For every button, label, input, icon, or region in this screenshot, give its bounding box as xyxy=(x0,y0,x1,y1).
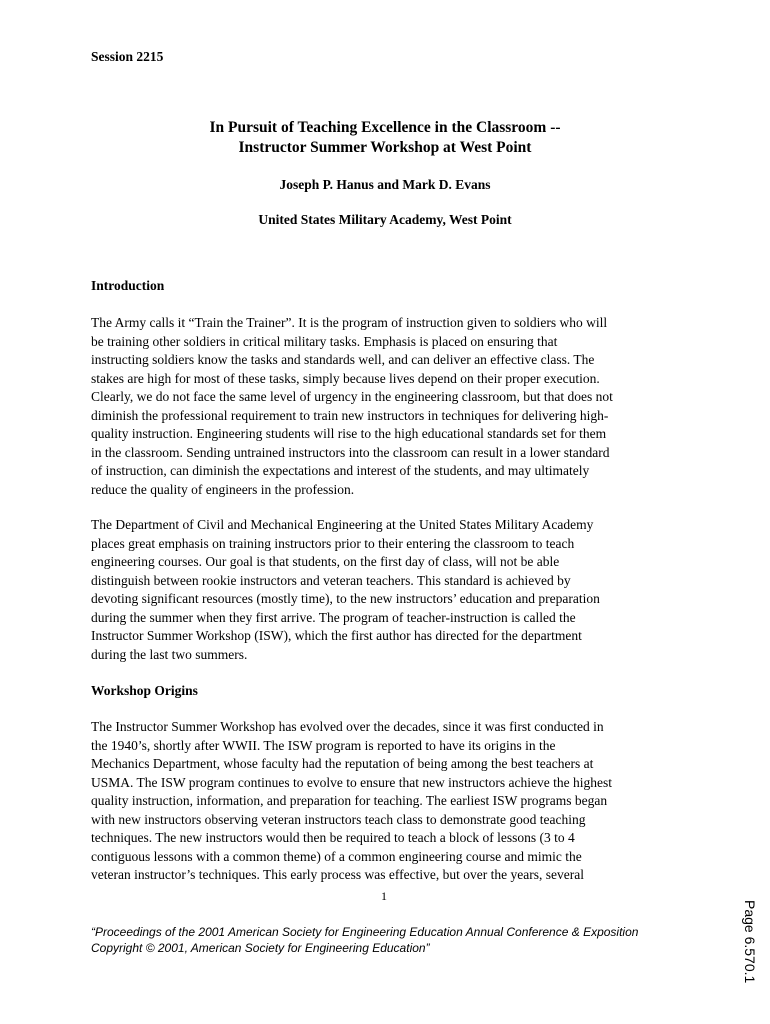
title-block xyxy=(91,118,679,229)
text-line: the 1940’s, shortly after WWII. The ISW program is reported to have its origins in the xyxy=(91,737,556,753)
text-line: Instructor Summer Workshop (ISW), which the first author has directed for the department xyxy=(91,628,582,643)
text-line: The Army calls it “Train the Trainer”. It is the program of instruction given to soldiers who will xyxy=(91,315,608,330)
paper-title-line-2: Instructor Summer Workshop at West Point xyxy=(238,139,532,156)
text-line: be training other soldiers in critical military tasks. Emphasis is placed on ensuring that xyxy=(91,333,558,349)
text-line: with new instructors observing veteran instructors teach class to demonstrate good teaching xyxy=(91,811,586,827)
text-line: distinguish between rookie instructors and veteran teachers. This standard is achieved by xyxy=(91,572,571,588)
paper-title-line-1: In Pursuit of Teaching Excellence in the Classroom -- xyxy=(209,119,561,136)
proceedings-footer xyxy=(91,924,638,956)
text-line: in the classroom. Sending untrained instructors into the classroom can result in a lower standard xyxy=(91,444,610,460)
text-line: The Instructor Summer Workshop has evolved over the decades, since it was first conducted in xyxy=(91,719,604,734)
text-line: engineering courses. Our goal is that students, on the first day of class, will not be able xyxy=(91,554,560,569)
text-line: stakes are high for most of these tasks, simply because lives depend on their proper execution. xyxy=(91,370,600,386)
text-line: during the summer when they first arrive. The program of teacher-instruction is called the xyxy=(91,609,576,625)
authors: Joseph P. Hanus and Mark D. Evans xyxy=(279,177,491,192)
origins-paragraph-1 xyxy=(91,718,691,885)
text-line: of instruction, can diminish the expectations and interest of the students, and may ultimately xyxy=(91,463,590,478)
text-line: veteran instructor’s techniques. This early process was effective, but over the years, several xyxy=(91,867,584,882)
text-line: quality instruction, information, and preparation for teaching. The earliest ISW programs began xyxy=(91,793,608,808)
page-number: 1 xyxy=(381,889,387,903)
text-line: The Department of Civil and Mechanical Engineering at the United States Military Academy xyxy=(91,517,594,532)
footer-line-2: Copyright © 2001, American Society for Engineering Education” xyxy=(91,941,430,955)
section-heading-workshop-origins: Workshop Origins xyxy=(91,683,198,698)
text-line: techniques. The new instructors would then be required to teach a block of lessons (3 to 4 xyxy=(91,830,575,845)
text-line: quality instruction. Engineering students will rise to the high educational standards set for them xyxy=(91,426,607,441)
footer-line-1: “Proceedings of the 2001 American Society for Engineering Education Annual Conference & Exposition xyxy=(91,925,639,939)
intro-paragraph-1 xyxy=(91,314,691,499)
page-side-label: Page 6.570.1 xyxy=(742,900,758,984)
text-line: devoting significant resources (mostly time), to the new instructors’ education and preparation xyxy=(91,591,600,606)
text-line: places great emphasis on training instructors prior to their entering the classroom to teach xyxy=(91,535,575,551)
session-label: Session 2215 xyxy=(91,49,164,64)
text-line: instructing soldiers know the tasks and standards well, and can deliver an effective class. The xyxy=(91,352,595,367)
text-line: Clearly, we do not face the same level of urgency in the engineering classroom, but that does not xyxy=(91,389,613,404)
text-line: contiguous lessons with a common theme) of a common engineering course and mimic the xyxy=(91,848,582,864)
intro-paragraph-2 xyxy=(91,516,691,664)
text-line: Mechanics Department, whose faculty had the reputation of being among the best teachers at xyxy=(91,756,594,771)
section-heading-introduction: Introduction xyxy=(91,278,165,293)
text-line: diminish the professional requirement to train new instructors in techniques for delivering high- xyxy=(91,407,609,423)
text-line: during the last two summers. xyxy=(91,646,248,662)
text-line: reduce the quality of engineers in the profession. xyxy=(91,481,355,497)
affiliation: United States Military Academy, West Point xyxy=(258,212,512,227)
text-line: USMA. The ISW program continues to evolve to ensure that new instructors achieve the highest xyxy=(91,774,613,790)
